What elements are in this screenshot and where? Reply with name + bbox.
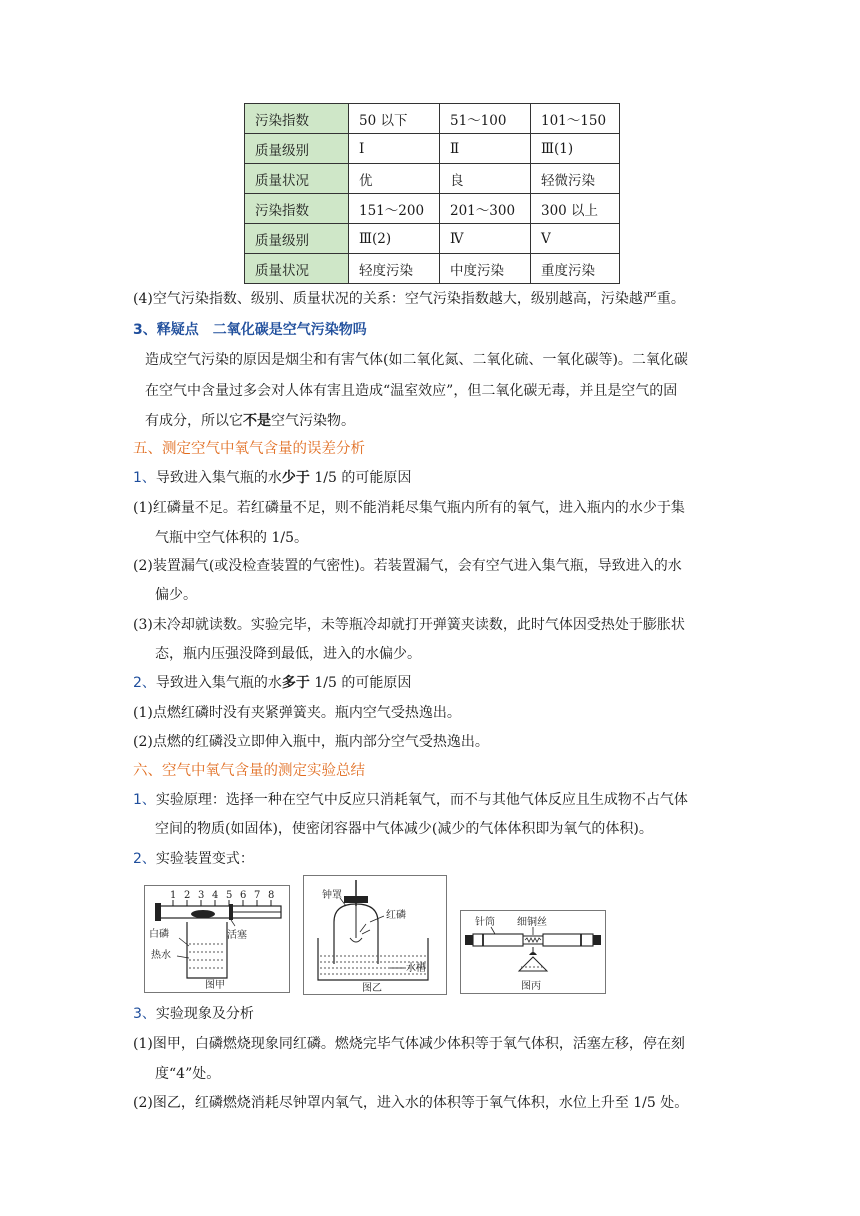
i1-number: 1、	[133, 792, 156, 808]
ruler-tick-label: 6	[240, 890, 247, 901]
h2-a: 导致进入集气瓶的水	[155, 675, 282, 691]
s5-p2-line-2: 偏少。	[155, 587, 197, 603]
table-row-header-cell: 质量状况	[245, 254, 349, 284]
table-cell: 重度污染	[531, 254, 620, 284]
s6-r1-line-1: (1)图甲，白磷燃烧现象同红磷。燃烧完毕气体减少体积等于氧气体积，活塞左移，停在刻	[133, 1036, 685, 1052]
table-cell: Ⅲ(2)	[349, 224, 440, 254]
table-row	[245, 164, 620, 194]
table-cell: 101～150	[531, 104, 620, 134]
table-cell: Ⅴ	[531, 224, 620, 254]
table-row	[245, 134, 620, 164]
table-cell: 51～100	[440, 104, 531, 134]
s3-line-3	[145, 410, 355, 430]
ruler-tick-label: 4	[212, 890, 219, 901]
table-row-header-cell: 质量状况	[245, 164, 349, 194]
ruler-tick-label: 5	[226, 890, 233, 901]
figure-yi	[303, 875, 447, 995]
table-row	[245, 104, 620, 134]
s6-r1-line-2: 度“4”处。	[155, 1066, 221, 1082]
table-cell: 中度污染	[440, 254, 531, 284]
ruler-ticks	[170, 890, 274, 906]
table-cell: Ⅱ	[440, 134, 531, 164]
i3-text: 实验现象及分析	[155, 1006, 254, 1022]
h1-emph: 少于	[281, 470, 310, 486]
s3-line-3-c: 空气污染物。	[271, 413, 355, 429]
s5-p3-line-2: 态，瓶内压强没降到最低，进入的水偏少。	[155, 646, 421, 662]
table-cell: 轻度污染	[349, 254, 440, 284]
table-row-header-cell: 污染指数	[245, 104, 349, 134]
figure-yi-diagram	[304, 876, 446, 994]
s6-item-1-line-2: 空间的物质(如固体)，使密闭容器中气体减少(减少的气体体积即为氧气的体积)。	[155, 821, 653, 837]
relation-paragraph: (4)空气污染指数、级别、质量状况的关系：空气污染指数越大，级别越高，污染越严重。	[133, 291, 685, 307]
h1-c: 1/5 的可能原因	[309, 470, 412, 486]
table-row	[245, 194, 620, 224]
section-5-title: 五、测定空气中氧气含量的误差分析	[133, 441, 365, 457]
aqi-table	[244, 103, 620, 284]
s5-p1-line-2: 气瓶中空气体积的 1/5。	[155, 530, 308, 546]
h1-a: 导致进入集气瓶的水	[155, 470, 282, 486]
s5-p3-line-1: (3)未冷却就读数。实验完毕，未等瓶冷却就打开弹簧夹读数，此时气体因受热处于膨胀状	[133, 617, 685, 633]
label-red-phosphorus: 红磷	[386, 910, 406, 921]
i2-text: 实验装置变式：	[155, 851, 254, 867]
table-cell: 优	[349, 164, 440, 194]
figure-bing	[460, 910, 606, 994]
table-row-header-cell: 质量级别	[245, 134, 349, 164]
s3-line-2: 在空气中含量过多会对人体有害且造成“温室效应”，但二氧化碳无毒，并且是空气的固	[145, 383, 678, 399]
s5-q1: (1)点燃红磷时没有夹紧弹簧夹。瓶内空气受热逸出。	[133, 705, 461, 721]
section-3-number: 3、	[133, 322, 157, 338]
label-syringe: 针筒	[475, 917, 495, 928]
caption-bing: 图丙	[521, 981, 541, 992]
table-row	[245, 224, 620, 254]
s5-p2-line-1: (2)装置漏气(或没检查装置的气密性)。若装置漏气，会有空气进入集气瓶，导致进入的水	[133, 558, 682, 574]
table-cell: Ⅰ	[349, 134, 440, 164]
ruler-tick-label: 7	[254, 890, 261, 901]
table-cell: 300 以上	[531, 194, 620, 224]
table-cell: 151～200	[349, 194, 440, 224]
s6-r2: (2)图乙，红磷燃烧消耗尽钟罩内氧气，进入水的体积等于氧气体积，水位上升至 1/5 处。	[133, 1095, 689, 1111]
label-white-phosphorus: 白磷	[149, 929, 169, 940]
ruler-tick-label: 2	[184, 890, 191, 901]
label-hot-water: 热水	[151, 950, 171, 961]
ruler-tick-label: 8	[268, 890, 275, 901]
table-cell: 良	[440, 164, 531, 194]
h1-number: 1、	[133, 470, 156, 486]
s6-item-2	[133, 848, 254, 868]
piston-shape	[229, 904, 233, 920]
figure-jia	[144, 885, 290, 993]
caption-yi: 图乙	[362, 983, 382, 994]
s6-item-3	[133, 1003, 254, 1023]
label-bell-jar: 钟罩	[322, 890, 342, 901]
table-row-header-cell: 污染指数	[245, 194, 349, 224]
table-row-header-cell: 质量级别	[245, 224, 349, 254]
table-cell: 50 以下	[349, 104, 440, 134]
s5-p1-line-1: (1)红磷量不足。若红磷量不足，则不能消耗尽集气瓶内所有的氧气，进入瓶内的水少于集	[133, 500, 685, 516]
h2-number: 2、	[133, 675, 156, 691]
i1-text: 实验原理：选择一种在空气中反应只消耗氧气，而不与其他气体反应且生成物不占气体	[155, 792, 688, 808]
label-water-tank: 水槽	[406, 963, 426, 974]
s3-line-1: 造成空气污染的原因是烟尘和有害气体(如二氧化氮、二氧化硫、一氧化碳等)。二氧化碳	[145, 352, 688, 368]
s6-item-1-line-1	[133, 789, 688, 809]
h2-emph: 多于	[281, 675, 310, 691]
table-cell: Ⅳ	[440, 224, 531, 254]
i3-number: 3、	[133, 1006, 156, 1022]
i2-number: 2、	[133, 851, 156, 867]
ruler-tick-label: 3	[198, 890, 205, 901]
table-cell: Ⅲ(1)	[531, 134, 620, 164]
ruler-tick-label: 1	[170, 890, 177, 901]
s5-q2: (2)点燃的红磷没立即伸入瓶中，瓶内部分空气受热逸出。	[133, 734, 489, 750]
table-row	[245, 254, 620, 284]
s3-line-3-emph: 不是	[243, 413, 271, 429]
table-cell: 201～300	[440, 194, 531, 224]
caption-jia: 图甲	[205, 980, 225, 991]
figure-bing-diagram	[461, 911, 605, 993]
section-3-heading	[133, 319, 367, 339]
label-copper-wire: 细铜丝	[517, 917, 547, 928]
section-3-title: 释疑点 二氧化碳是空气污染物吗	[156, 322, 367, 338]
label-piston: 活塞	[227, 930, 247, 941]
section-5-h2	[133, 672, 411, 692]
s3-line-3-a: 有成分，所以它	[145, 413, 243, 429]
table-cell: 轻微污染	[531, 164, 620, 194]
h2-c: 1/5 的可能原因	[309, 675, 412, 691]
section-5-h1	[133, 467, 411, 487]
section-6-title: 六、空气中氧气含量的测定实验总结	[133, 763, 365, 779]
figure-jia-diagram	[145, 886, 289, 992]
